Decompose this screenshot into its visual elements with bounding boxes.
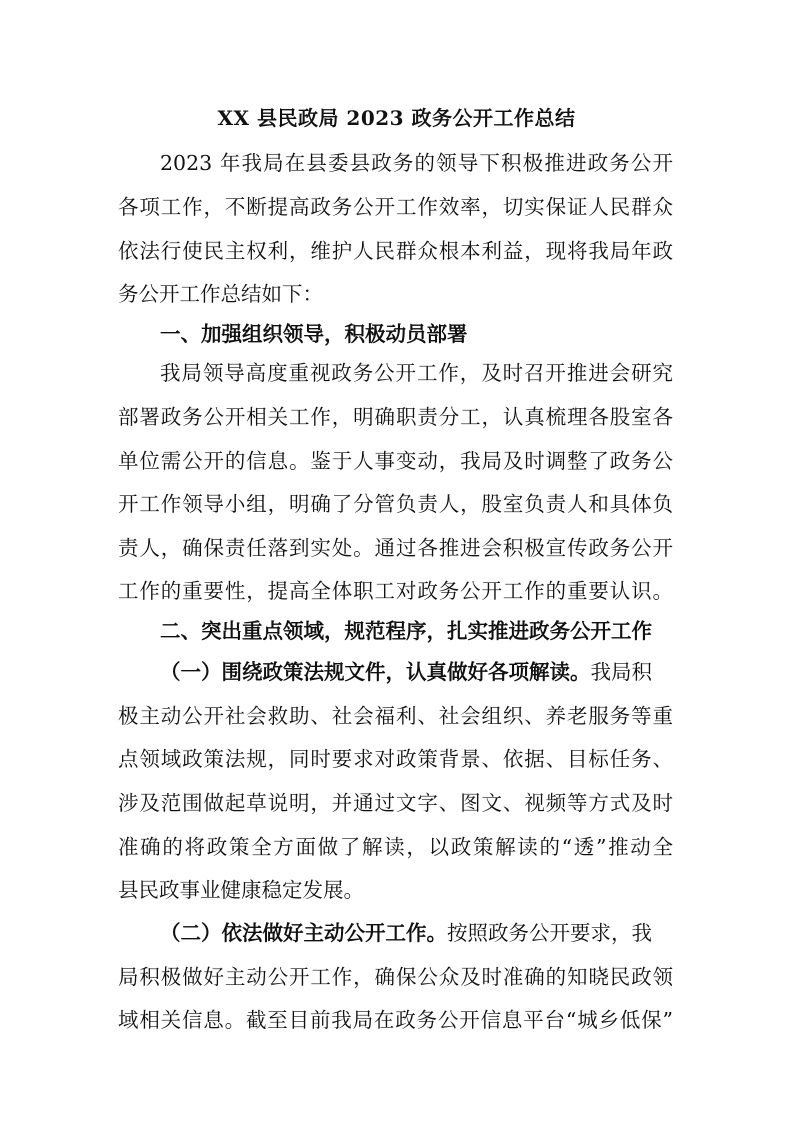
- section-2-item-2-line-1: 局积极做好主动公开工作，确保公众及时准确的知晓民政领: [118, 965, 673, 989]
- intro-line-1: 2023 年我局在县委县政务的领导下积极推进政务公开: [160, 151, 673, 175]
- section-1-line-5: 责人，确保责任落到实处。通过各推进会积极宣传政务公开: [118, 536, 673, 560]
- section-1-line-3: 单位需公开的信息。鉴于人事变动，我局及时调整了政务公: [118, 449, 673, 473]
- section-1-line-2: 部署政务公开相关工作，明确职责分工，认真梳理各股室各: [118, 405, 673, 429]
- section-2-item-1-first-line: [160, 655, 673, 685]
- section-1-line-1: 我局领导高度重视政务公开工作，及时召开推进会研究: [160, 361, 673, 385]
- intro-line-3: 依法行使民主权利，维护人民群众根本利益，现将我局年政: [118, 239, 673, 263]
- section-2-item-1-lead: （一）围绕政策法规文件，认真做好各项解读。: [160, 660, 591, 684]
- section-2-item-2-line-2: 域相关信息。截至目前我局在政务公开信息平台“城乡低保”: [118, 1008, 673, 1032]
- section-2-item-1-line-5: 县民政事业健康稳定发展。: [118, 878, 364, 902]
- section-2-item-2-first-line: [160, 916, 673, 946]
- section-2-item-2-lead: （二）依法做好主动公开工作。: [160, 921, 447, 945]
- document-title: XX 县民政局 2023 政务公开工作总结: [217, 106, 576, 130]
- section-2-item-1-lead-rest: 我局积: [590, 660, 652, 684]
- section-1-line-6: 工作的重要性，提高全体职工对政务公开工作的重要认识。: [118, 579, 673, 603]
- section-2-heading: 二、突出重点领域，规范程序，扎实推进政务公开工作: [160, 619, 652, 643]
- section-1-heading: 一、加强组织领导，积极动员部署: [160, 322, 468, 346]
- section-2-item-1-line-1: 极主动公开社会救助、社会福利、社会组织、养老服务等重: [118, 704, 673, 728]
- section-1-line-4: 开工作领导小组，明确了分管负责人，股室负责人和具体负: [118, 492, 673, 516]
- intro-line-2: 各项工作，不断提高政务公开工作效率，切实保证人民群众: [118, 195, 673, 219]
- section-2-item-1-line-2: 点领域政策法规，同时要求对政策背景、依据、目标任务、: [118, 747, 673, 771]
- section-2-item-1-line-3: 涉及范围做起草说明，并通过文字、图文、视频等方式及时: [118, 791, 673, 815]
- section-2-item-2-lead-rest: 按照政务公开要求，我: [447, 921, 652, 945]
- intro-line-4: 务公开工作总结如下：: [118, 282, 323, 306]
- section-2-item-1-line-4: 准确的将政策全方面做了解读，以政策解读的“透”推动全: [118, 835, 673, 859]
